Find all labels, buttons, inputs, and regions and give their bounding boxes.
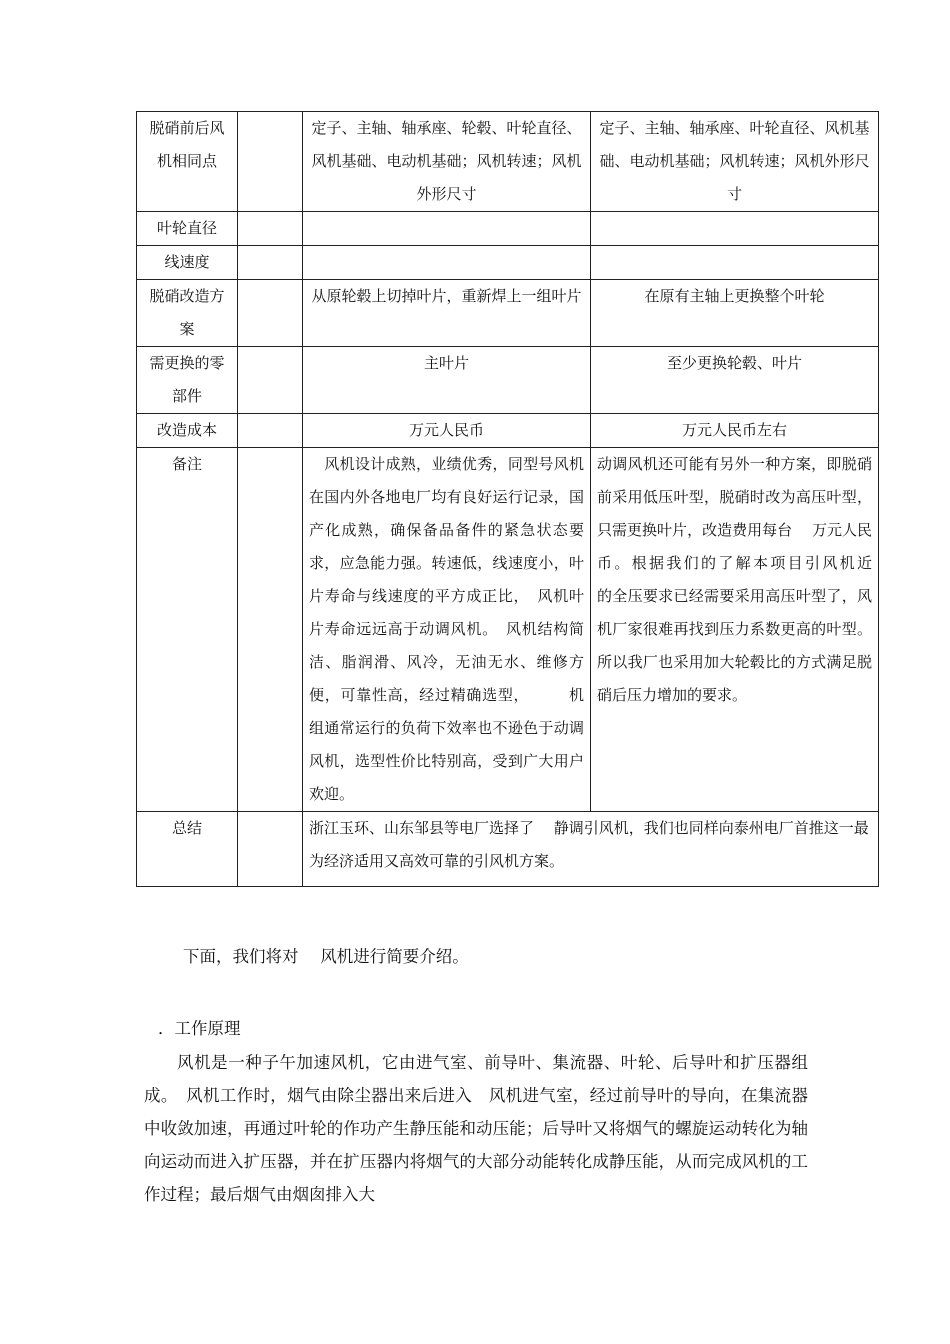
intro-text: 下面，我们将对 风机进行简要介绍。 xyxy=(183,947,469,966)
table-cell: 动调风机还可能有另外一种方案，即脱硝前采用低压叶型，脱硝时改为高压叶型，只需更换叶片，改造费用每台 万元人民币。根据我们的了解本项目引风机近 的全压要求已经需要采用高压叶型了，风机厂家很难再找到压力系数更高的叶型。所以我厂也采用加大轮毂比的方式满足脱硝后压力增加的要求。 xyxy=(591,448,879,812)
row-label: 线速度 xyxy=(137,246,238,280)
table-cell xyxy=(238,812,303,887)
table-cell xyxy=(238,448,303,812)
row-label: 备注 xyxy=(137,448,238,812)
table-cell xyxy=(591,246,879,280)
table-row xyxy=(137,414,879,448)
table-cell xyxy=(238,414,303,448)
table-cell xyxy=(238,212,303,246)
table-cell: 主叶片 xyxy=(303,347,591,414)
table-cell xyxy=(238,246,303,280)
table-cell: 从原轮毂上切掉叶片，重新焊上一组叶片 xyxy=(303,280,591,347)
table-row xyxy=(137,280,879,347)
table-cell: 至少更换轮毂、叶片 xyxy=(591,347,879,414)
table-cell xyxy=(303,246,591,280)
table-cell: 万元人民币 xyxy=(303,414,591,448)
table-row xyxy=(137,246,879,280)
table-row xyxy=(137,347,879,414)
table-cell xyxy=(238,347,303,414)
table-row xyxy=(137,448,879,812)
row-label: 改造成本 xyxy=(137,414,238,448)
row-label: 总结 xyxy=(137,812,238,887)
table-row xyxy=(137,112,879,212)
comparison-table xyxy=(136,111,918,887)
table-cell: 定子、主轴、轴承座、叶轮直径、风机基础、电动机基础；风机转速；风机外形尺寸 xyxy=(591,112,879,212)
table-cell: 在原有主轴上更换整个叶轮 xyxy=(591,280,879,347)
row-label: 脱硝前后风机相同点 xyxy=(137,112,238,212)
table-cell: 风机设计成熟，业绩优秀，同型号风机在国内外各地电厂均有良好运行记录，国产化成熟，确保备品备件的紧急状态要求，应急能力强。转速低，线速度小，叶片寿命与线速度的平方成正比， 风机叶片寿命远远高于动调风机。 风机结构简洁、脂润滑、风冷，无油无水、维修方便，可靠性高，经过精确选型， 机组通常运行的负荷下效率也不逊色于动调风机，选型性价比特别高，受到广大用户欢迎。 xyxy=(303,448,591,812)
table-row xyxy=(137,812,879,887)
row-label: 需更换的零部件 xyxy=(137,347,238,414)
table-row xyxy=(137,212,879,246)
summary-cell: 浙江玉环、山东邹县等电厂选择了 静调引风机，我们也同样向泰州电厂首推这一最为经济适用又高效可靠的引风机方案。 xyxy=(303,812,879,887)
row-label: 叶轮直径 xyxy=(137,212,238,246)
section-heading: ．工作原理 xyxy=(158,1019,241,1038)
body-paragraph: 风机是一种子午加速风机，它由进气室、前导叶、集流器、叶轮、后导叶和扩压器组成。 风机工作时，烟气由除尘器出来后进入 风机进气室，经过前导叶的导向，在集流器中收敛加速，再通过叶轮的作功产生静压能和动压能；后导叶又将烟气的螺旋运动转化为轴向运动而进入扩压器，并在扩压器内将烟气的大部分动能转化成静压能，从而完成风机的工作过程；最后烟气由烟囱排入大 xyxy=(144,1053,808,1204)
table-cell xyxy=(303,212,591,246)
table-cell: 万元人民币左右 xyxy=(591,414,879,448)
table-cell xyxy=(238,280,303,347)
table-cell: 定子、主轴、轴承座、轮毂、叶轮直径、风机基础、电动机基础；风机转速；风机外形尺寸 xyxy=(303,112,591,212)
table-cell xyxy=(591,212,879,246)
row-label: 脱硝改造方案 xyxy=(137,280,238,347)
table-cell xyxy=(238,112,303,212)
